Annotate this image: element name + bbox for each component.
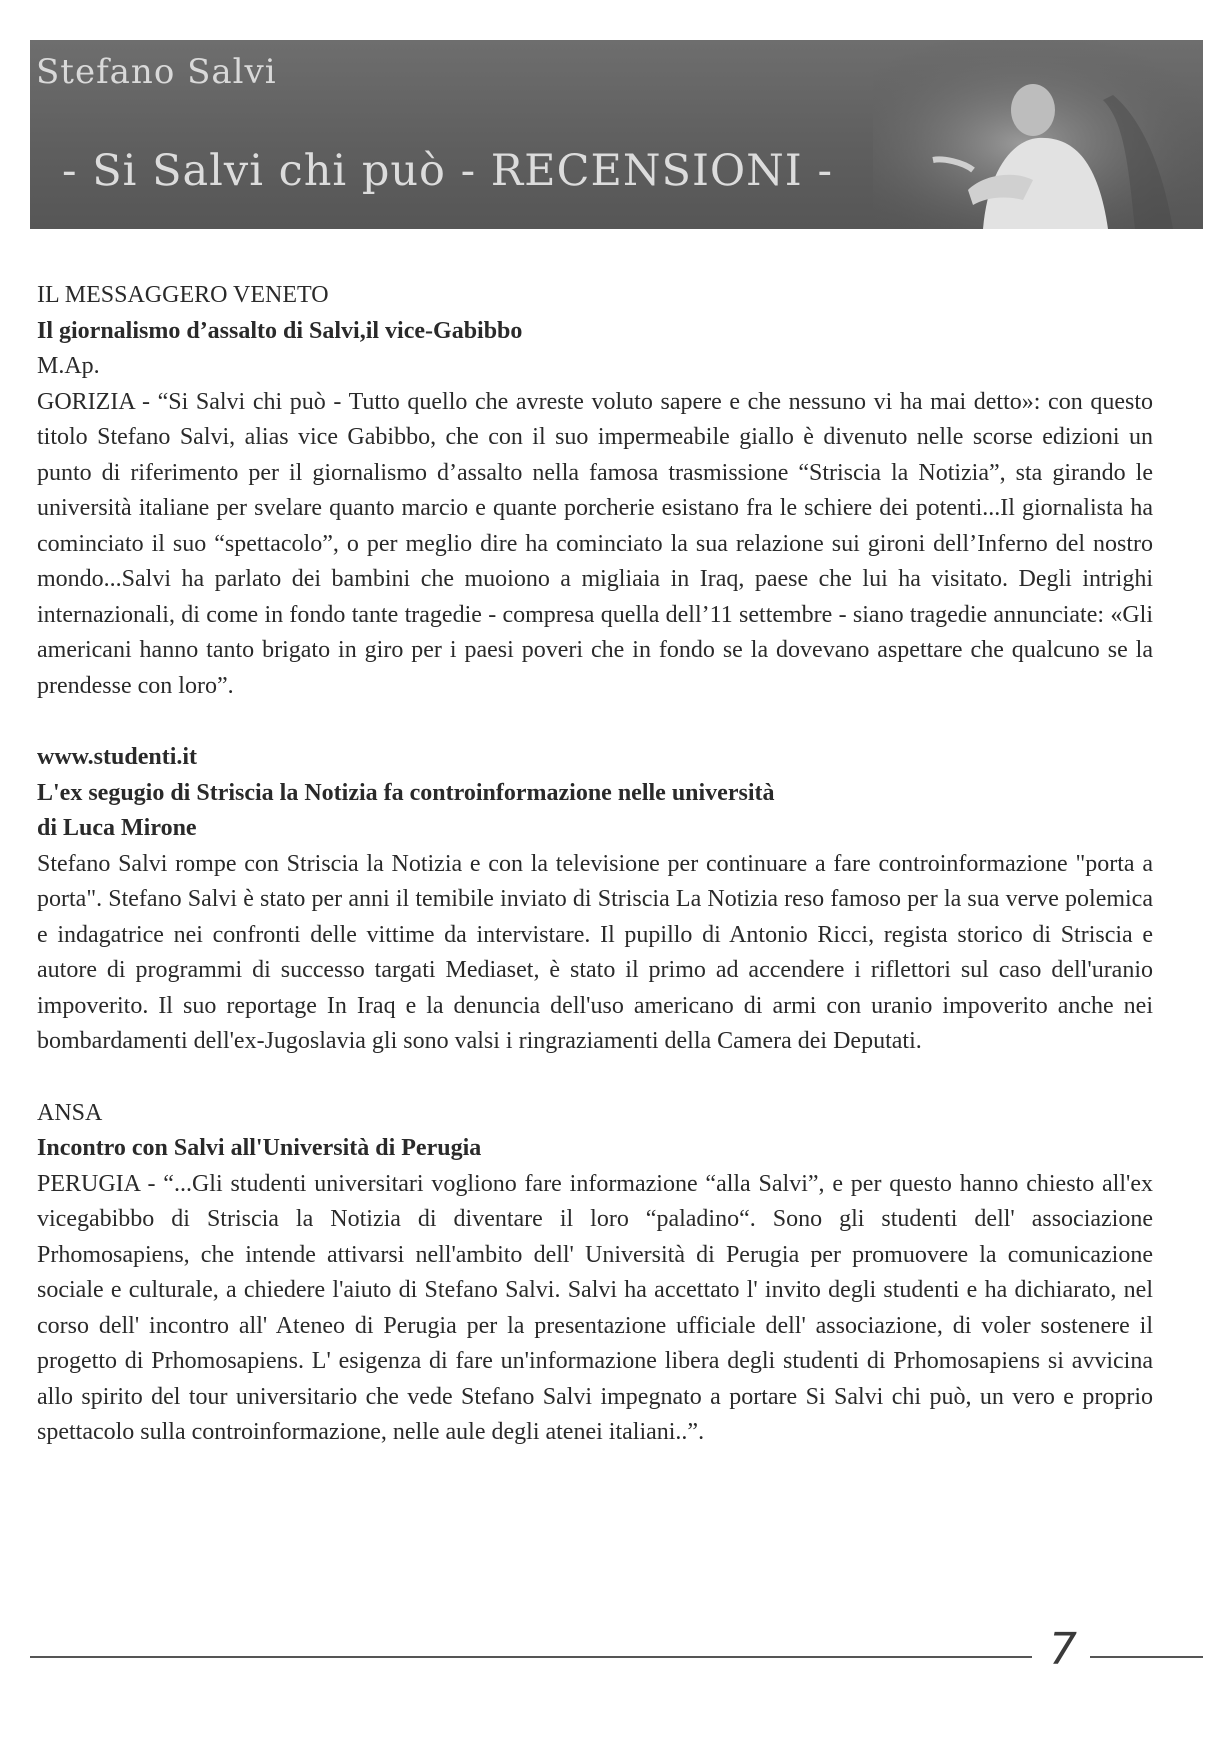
header-banner <box>30 40 1203 229</box>
review-source: www.studenti.it <box>37 744 198 770</box>
review-body: PERUGIA - “...Gli studenti universitari vogliono fare informazione “alla Salvi”, e per questo hanno chiesto all'ex vicegabibbo di Striscia la Notizia di diventare il loro “paladino“. Sono gli studenti dell' associazione Prhomosapiens, che intende attivarsi nell'ambito dell' Università di Perugia per promuovere la comunicazione sociale e culturale, a chiedere l'aiuto di Stefano Salvi. Salvi ha accettato l' invito degli studenti e ha dichiarato, nel corso dell' incontro all' Ateneo di Perugia per la presentazione ufficiale dell' associazione, di voler sostenere il progetto di Prhomosapiens. L' esigenza di fare un'informazione libera degli studenti di Prhomosapiens si avvicina allo spirito del tour universitario che vede Stefano Salvi impegnato a portare Si Salvi chi può, un vero e proprio spettacolo sulla controinformazione, nelle aule degli atenei italiani..”. <box>37 1170 1153 1445</box>
page-number: 7 <box>1049 1624 1077 1675</box>
review-body: GORIZIA - “Si Salvi chi può - Tutto quello che avreste voluto sapere e che nessuno vi ha mai detto»: con questo titolo Stefano Salvi, alias vice Gabibbo, che con il suo impermeabile giallo è divenuto nelle scorse edizioni un punto di riferimento per il giornalismo d’assalto nella famosa trasmissione “Striscia la Notizia”, sta girando le università italiane per svelare quanto marcio e quante porcherie esistano fra le schiere dei potenti...Il giornalista ha cominciato il suo “spettacolo”, o per meglio dire ha cominciato la sua relazione sui gironi dell’Inferno del nostro mondo...Salvi ha parlato dei bambini che muoiono a migliaia in Iraq, paese che lui ha visitato. Degli intrighi internazionali, di come in fondo tante tragedie - compresa quella dell’11 settembre - siano tragedie annunciate: «Gli americani hanno tanto brigato in giro per i paesi poveri che in fondo se la dovevano aspettare che qualcuno se la prendesse con loro”. <box>37 388 1153 699</box>
review-byline: di Luca Mirone <box>37 815 197 841</box>
review-studenti <box>37 740 1153 1060</box>
author-name: Stefano Salvi <box>36 52 277 92</box>
footer-rule-left <box>30 1656 1032 1658</box>
page-title: - Si Salvi chi può - RECENSIONI - <box>62 146 833 196</box>
review-byline: M.Ap. <box>37 353 100 379</box>
review-headline: Incontro con Salvi all'Università di Perugia <box>37 1135 482 1161</box>
review-messaggero-veneto <box>37 278 1153 704</box>
review-headline: L'ex segugio di Striscia la Notizia fa controinformazione nelle università <box>37 779 775 806</box>
footer-rule-right <box>1090 1656 1203 1658</box>
review-ansa <box>37 1096 1153 1451</box>
review-body: Stefano Salvi rompe con Striscia la Notizia e con la televisione per continuare a fare controinformazione "porta a porta". Stefano Salvi è stato per anni il temibile inviato di Striscia La Notizia reso famoso per la sua verve polemica e indagatrice nei confronti delle vittime da intervistare. Il pupillo di Antonio Ricci, regista storico di Striscia e autore di programmi di successo targati Mediaset, è stato il primo ad accendere i riflettori sul caso dell'uranio impoverito. Il suo reportage In Iraq e la denuncia dell'uso americano di armi con uranio impoverito anche nei bombardamenti dell'ex-Jugoslavia gli sono valsi i ringraziamenti della Camera dei Deputati. <box>37 850 1153 1054</box>
performer-photo <box>873 40 1203 229</box>
reviews-content <box>37 278 1153 1451</box>
review-headline: Il giornalismo d’assalto di Salvi,il vice-Gabibbo <box>37 317 523 344</box>
review-source: ANSA <box>37 1099 103 1126</box>
review-source: IL MESSAGGERO VENETO <box>37 282 329 308</box>
